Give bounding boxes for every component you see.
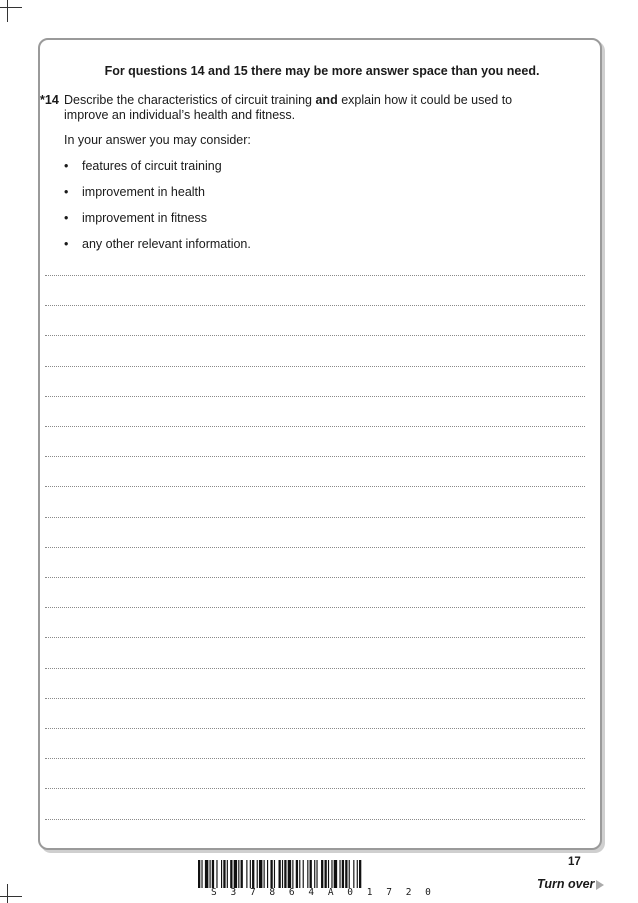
turn-over-label: Turn over [537, 877, 595, 891]
answer-line[interactable] [45, 547, 585, 548]
barcode-bar [339, 860, 340, 888]
barcode-bar [299, 860, 300, 888]
answer-line[interactable] [45, 788, 585, 789]
barcode-bar [279, 860, 281, 888]
answer-line[interactable] [45, 668, 585, 669]
barcode-char: 8 [269, 887, 276, 898]
barcode-bar [264, 860, 265, 888]
barcode-bar [201, 860, 202, 888]
barcode-bar [292, 860, 293, 888]
answer-line[interactable] [45, 366, 585, 367]
barcode-bar [331, 860, 332, 888]
bullet-dot: • [64, 237, 69, 251]
answer-line[interactable] [45, 577, 585, 578]
answer-line[interactable] [45, 607, 585, 608]
bullet-text: any other relevant information. [82, 237, 251, 251]
barcode-bar [307, 860, 308, 888]
crop-mark-top-left-h [0, 7, 22, 8]
barcode-bar [259, 860, 262, 888]
answer-line[interactable] [45, 698, 585, 699]
answer-line[interactable] [45, 456, 585, 457]
answer-line[interactable] [45, 396, 585, 397]
barcode-bar [316, 860, 317, 888]
barcode-bar [303, 860, 304, 888]
barcode-bar [234, 860, 237, 888]
barcode-char: 6 [288, 887, 295, 898]
barcode-bar [314, 860, 315, 888]
barcode-char: 7 [249, 887, 256, 898]
answer-line[interactable] [45, 275, 585, 276]
barcode-char: 0 [425, 887, 431, 898]
barcode-bar [328, 860, 329, 888]
bullet-text: improvement in fitness [82, 211, 208, 225]
bullet-item [64, 159, 222, 173]
barcode-bar [296, 860, 298, 888]
question-text [64, 93, 524, 123]
bullet-item [64, 211, 207, 225]
question-text-part1: Describe the characteristics of circuit training [64, 93, 316, 107]
page-number: 17 [568, 856, 581, 868]
barcode-bar [359, 860, 361, 888]
barcode-bar [216, 860, 217, 888]
bullet-dot: • [64, 211, 69, 225]
barcode-char: 0 [347, 887, 354, 898]
barcode-bar [252, 860, 254, 888]
answer-line[interactable] [45, 758, 585, 759]
barcode-char: S [211, 887, 217, 898]
answer-line[interactable] [45, 728, 585, 729]
answer-line[interactable] [45, 517, 585, 518]
bullet-item [64, 185, 205, 199]
barcode-bar [325, 860, 327, 888]
barcode-bar [349, 860, 350, 888]
answer-line[interactable] [45, 335, 585, 336]
question-number: *14 [40, 93, 59, 107]
answer-line[interactable] [45, 486, 585, 487]
barcode-bar [221, 860, 222, 888]
barcode-char: 7 [386, 887, 392, 898]
barcode-bar [241, 860, 243, 888]
barcode-bar [270, 860, 272, 888]
consider-intro: In your answer you may consider: [64, 133, 251, 147]
barcode-char: 2 [405, 887, 412, 898]
barcode-char: 3 [230, 887, 237, 898]
barcode-char: 1 [366, 887, 373, 898]
barcode-bar [257, 860, 258, 888]
answer-line[interactable] [45, 637, 585, 638]
barcode-char: 4 [308, 887, 315, 898]
bullet-dot: • [64, 185, 69, 199]
turn-over-arrow-icon [596, 880, 604, 890]
barcode-bar [223, 860, 225, 888]
barcode-bar [345, 860, 347, 888]
barcode-bar [198, 860, 200, 888]
crop-mark-bottom-left-h [0, 896, 22, 897]
barcode-bar [227, 860, 228, 888]
bullet-item [64, 237, 251, 251]
instruction-heading [0, 64, 638, 78]
instruction-text: For questions 14 and 15 there may be more answer space than you need. [104, 64, 540, 78]
barcode-bar [284, 860, 286, 888]
barcode-bar [230, 860, 232, 888]
barcode-char: A [327, 887, 334, 898]
barcode-bar [246, 860, 247, 888]
barcode-text [211, 887, 431, 898]
barcode-bar [282, 860, 283, 888]
barcode-bar [205, 860, 208, 888]
barcode-bar [342, 860, 344, 888]
crop-mark-top-left-v [7, 0, 8, 22]
barcode-bar [357, 860, 358, 888]
answer-line[interactable] [45, 426, 585, 427]
bullet-text: features of circuit training [82, 159, 222, 173]
question-text-bold: and [315, 93, 338, 107]
bullet-dot: • [64, 159, 69, 173]
barcode-bar [321, 860, 323, 888]
bullet-text: improvement in health [82, 185, 205, 199]
question-text-part2: explain how it could be used to improve an individual’s health and fitness. [64, 93, 513, 122]
barcode-bar [288, 860, 291, 888]
barcode-bar [212, 860, 214, 888]
answer-line[interactable] [45, 305, 585, 306]
barcode-bar [267, 860, 268, 888]
barcode-bar [238, 860, 239, 888]
barcode-bar [250, 860, 251, 888]
barcode-bar [353, 860, 354, 888]
answer-line[interactable] [45, 819, 585, 820]
barcode-bar [210, 860, 211, 888]
barcode-bar [334, 860, 337, 888]
barcode-bar [274, 860, 275, 888]
barcode [198, 860, 442, 888]
crop-mark-bottom-left-v [7, 884, 8, 903]
barcode-bar [310, 860, 312, 888]
